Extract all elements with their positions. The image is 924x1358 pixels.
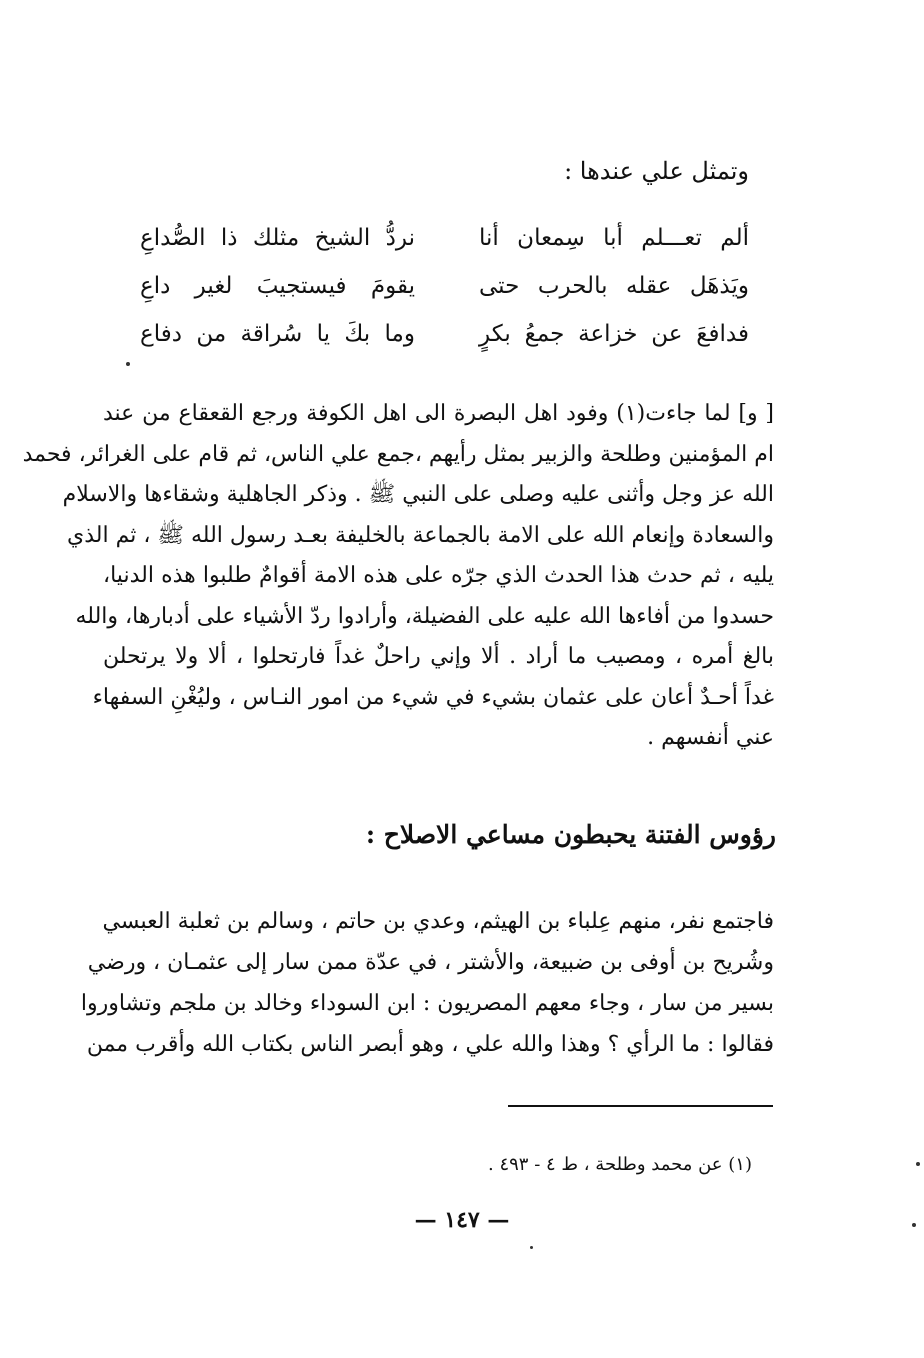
paragraph-line: يليه ، ثم حدث هذا الحدث الذي جرّه على هذه الامة أقوامٌ طلبوا هذه الدنيا،	[103, 563, 774, 588]
paragraph-gathering	[80, 901, 774, 1065]
poem-second-hemistich: يقومَ فيستجيبَ لغير داعِ	[140, 273, 415, 299]
paragraph-speech	[22, 394, 774, 759]
paragraph-line: والسعادة وإنعام الله على الامة بالجماعة بالخليفة بعـد رسول الله ﷺ ، ثم الذي	[67, 522, 774, 548]
footnote-divider	[508, 1105, 773, 1107]
poem-verse	[140, 262, 749, 310]
paragraph-line: وشُريح بن أوفى بن ضبيعة، والأشتر ، في عدّة ممن سار إلى عثمـان ، ورضي	[87, 950, 774, 975]
paragraph-line: ام المؤمنين وطلحة والزبير بمثل رأيهم ،جمع علي الناس، ثم قام على الغرائر، فحمد	[22, 441, 774, 467]
poem-verse	[140, 214, 749, 262]
paragraph-line: بسير من سار ، وجاء معهم المصريون : ابن السوداء وخالد بن ملجم وتشاوروا	[80, 991, 774, 1016]
paragraph-line: عني أنفسهم .	[647, 725, 774, 750]
poem-second-hemistich: نردُّ الشيخ مثلك ذا الصُّداعِ	[140, 225, 415, 251]
poem-first-hemistich: ويَذهَل عقله بالحرب حتى	[479, 273, 749, 299]
scan-speck	[916, 1162, 920, 1166]
poem-second-hemistich: وما بكَ يا سُراقة من دفاع	[140, 321, 415, 347]
paragraph-line: بالغ أمره ، ومصيب ما أراد . ألا وإني راحلٌ غداً فارتحلوا ، ألا ولا يرتحلن	[103, 644, 774, 669]
paragraph-line: فاجتمع نفر، منهم عِلباء بن الهيثم، وعدي بن حاتم ، وسالم بن ثعلبة العبسي	[102, 909, 774, 934]
poem-first-hemistich: ألم تعـــلم أبا سِمعان أنا	[479, 225, 749, 251]
footnote: (١) عن محمد وطلحة ، ط ٤ - ٤٩٣ .	[488, 1154, 752, 1175]
scan-speck	[126, 362, 130, 366]
page-number: — ١٤٧ —	[414, 1207, 510, 1233]
scan-speck	[912, 1223, 916, 1227]
scan-speck	[530, 1246, 533, 1249]
paragraph-line: [ و] لما جاءت(١) وفود اهل البصرة الى اهل الكوفة ورجع القعقاع من عند	[103, 401, 774, 426]
paragraph-line: حسدوا من أفاءها الله عليه على الفضيلة، وأرادوا ردّ الأشياء على أدبارها، والله	[75, 603, 774, 629]
section-heading: رؤوس الفتنة يحبطون مساعي الاصلاح :	[365, 820, 776, 849]
paragraph-line: فقالوا : ما الرأي ؟ وهذا والله علي ، وهو أبصر الناس بكتاب الله وأقرب ممن	[86, 1032, 774, 1057]
poem-verse	[140, 310, 749, 358]
poem-first-hemistich: فدافعَ عن خزاعة جمعُ بكرٍ	[479, 321, 749, 347]
paragraph-line: الله عز وجل وأثنى عليه وصلى على النبي ﷺ . وذكر الجاهلية وشقاءها والاسلام	[62, 482, 774, 507]
intro-line: وتمثل علي عندها :	[564, 157, 749, 185]
paragraph-line: غداً أحـدٌ أعان على عثمان بشيء في شيء من امور النـاس ، وليُغْنِ السفهاء	[92, 684, 774, 710]
poem	[140, 214, 749, 358]
